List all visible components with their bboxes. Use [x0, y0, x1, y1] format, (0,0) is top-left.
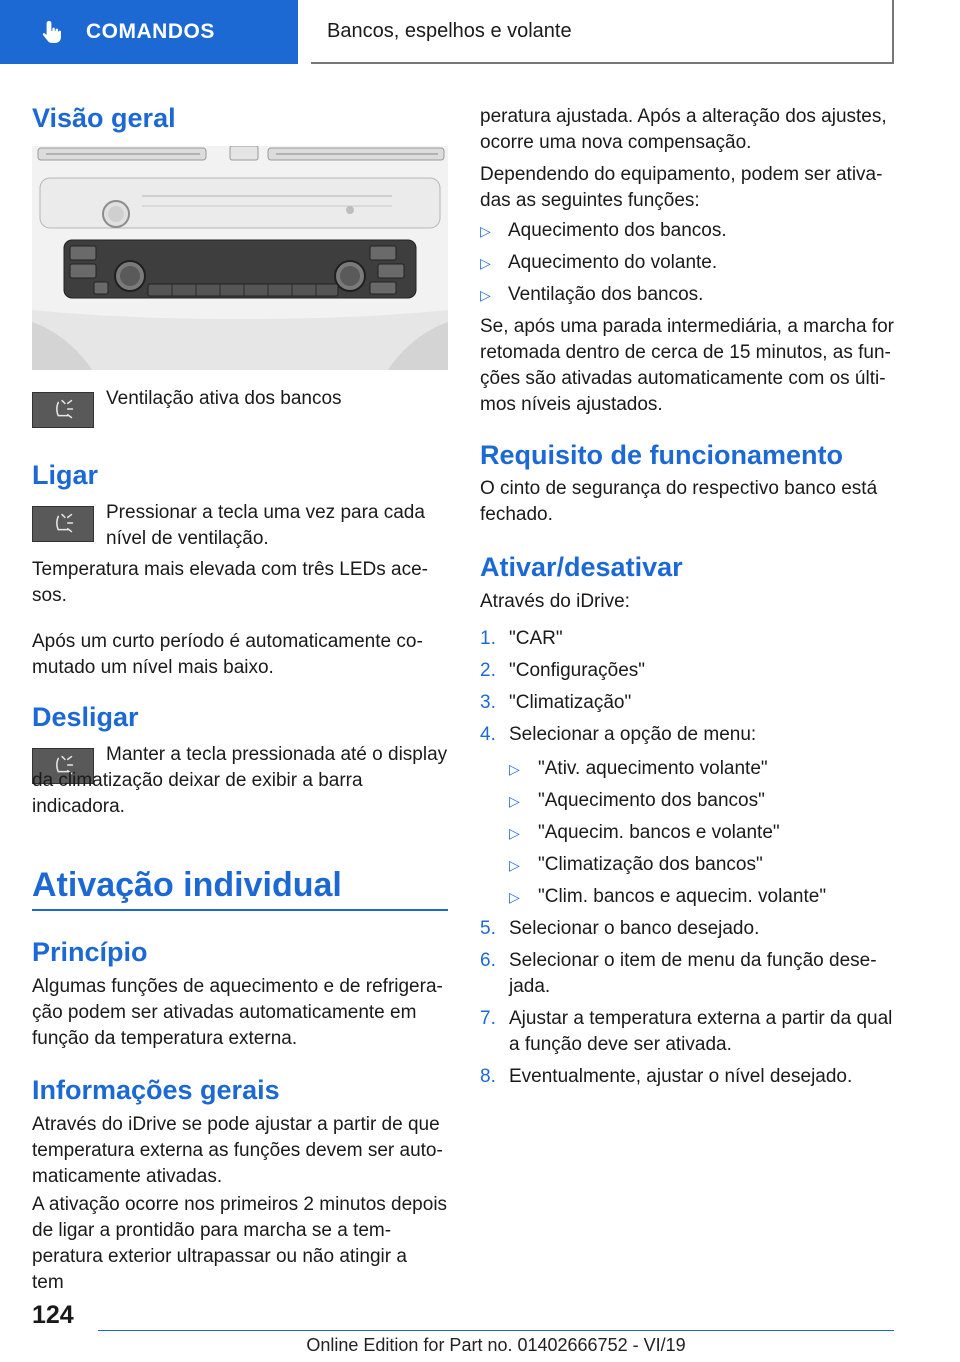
off-instruction: Manter a tecla pressionada até o display da climatização deixar de exibir a barra indicadora. — [32, 744, 448, 817]
list-item: ▷ Aquecimento dos bancos. — [480, 218, 896, 244]
triangle-right-icon: ▷ — [509, 857, 520, 873]
list-item: ▷ Aquecimento do volante. — [480, 250, 896, 276]
seat-ventilation-key-icon — [32, 506, 94, 542]
heading-rule — [32, 909, 448, 911]
list-item: 6. Selecionar o item de menu da função desejada. — [480, 950, 877, 997]
list-item: ▷ Ventilação dos bancos. — [480, 282, 896, 308]
menu-options-list — [509, 756, 896, 916]
principle-text: Algumas funções de aquecimento e de refrigeração podem ser ativadas automaticamente em função da temperatura externa. — [32, 976, 443, 1049]
steps-list-continued — [480, 916, 896, 1096]
hand-pointer-icon — [38, 18, 66, 46]
continued-text: peratura ajustada. Após a alteração dos ajustes, ocorre uma nova compensação. — [480, 106, 887, 153]
heading-principle: Princípio — [32, 937, 148, 967]
resume-text: Se, após uma parada intermediária, a marcha for retomada dentro de cerca de 15 minutos, as funções são ativadas automaticamente com os últimos níveis ajustados. — [480, 316, 894, 415]
on-instruction: Pressionar a tecla uma vez para cada nível de ventilação. — [106, 502, 425, 549]
on-auto-note: Após um curto período é automaticamente comutado um nível mais baixo. — [32, 631, 423, 678]
list-item: 2. "Configurações" — [480, 660, 646, 681]
heading-toggle: Ativar/desativar — [480, 552, 683, 582]
steps-list — [480, 626, 896, 754]
list-item: 4. Selecionar a opção de menu: — [480, 724, 757, 745]
triangle-right-icon: ▷ — [509, 761, 520, 777]
list-item: ▷ "Aquecimento dos bancos" — [509, 788, 896, 814]
depends-text: Dependendo do equipamento, podem ser ativadas as seguintes funções: — [480, 164, 883, 211]
general-text-2: A ativação ocorre nos primeiros 2 minutos depois de ligar a prontidão para marcha se a temperatura exterior ultrapassar ou não atingir a tem — [32, 1194, 448, 1293]
list-item: 1. "CAR" — [480, 628, 563, 649]
functions-list — [480, 218, 896, 314]
edition-footer: Online Edition for Part no. 01402666752 - VI/19 — [306, 1335, 686, 1355]
chapter-header — [311, 0, 894, 64]
list-item: 7. Ajustar a temperatura externa a partir da qual a função deve ser ativada. — [480, 1008, 893, 1055]
on-temperature-note: Temperatura mais elevada com três LEDs acesos. — [32, 559, 428, 606]
image-caption: Ventilação ativa dos bancos — [106, 388, 342, 409]
requirement-text: O cinto de segurança do respectivo banco está fechado. — [480, 478, 878, 525]
list-item: 5. Selecionar o banco desejado. — [480, 918, 760, 939]
list-item: 8. Eventualmente, ajustar o nível desejado. — [480, 1066, 853, 1087]
triangle-right-icon: ▷ — [480, 223, 491, 239]
footer-rule — [98, 1330, 894, 1331]
climate-panel-photo — [32, 146, 448, 370]
heading-on: Ligar — [32, 460, 99, 490]
chapter-title: Bancos, espelhos e volante — [327, 19, 572, 42]
triangle-right-icon: ▷ — [509, 825, 520, 841]
page-number: 124 — [32, 1301, 74, 1329]
heading-individual-activation: Ativação individual — [32, 866, 342, 904]
heading-requirement: Requisito de funcionamento — [480, 440, 844, 470]
general-text-1: Através do iDrive se pode ajustar a partir de que temperatura externa as funções devem ser automaticamente ativadas. — [32, 1114, 443, 1187]
section-title: COMANDOS — [86, 20, 215, 43]
triangle-right-icon: ▷ — [480, 287, 491, 303]
seat-ventilation-key-icon — [32, 392, 94, 428]
section-tab — [0, 0, 298, 64]
heading-off: Desligar — [32, 702, 139, 732]
heading-general-info: Informações gerais — [32, 1075, 280, 1105]
list-item: ▷ "Ativ. aquecimento volante" — [509, 756, 896, 782]
triangle-right-icon: ▷ — [480, 255, 491, 271]
triangle-right-icon: ▷ — [509, 793, 520, 809]
heading-overview: Visão geral — [32, 103, 176, 133]
triangle-right-icon: ▷ — [509, 889, 520, 905]
list-item: ▷ "Climatização dos bancos" — [509, 852, 896, 878]
list-item: ▷ "Aquecim. bancos e volante" — [509, 820, 896, 846]
toggle-intro: Através do iDrive: — [480, 591, 630, 612]
list-item: ▷ "Clim. bancos e aquecim. volante" — [509, 884, 896, 910]
list-item: 3. "Climatização" — [480, 692, 632, 713]
